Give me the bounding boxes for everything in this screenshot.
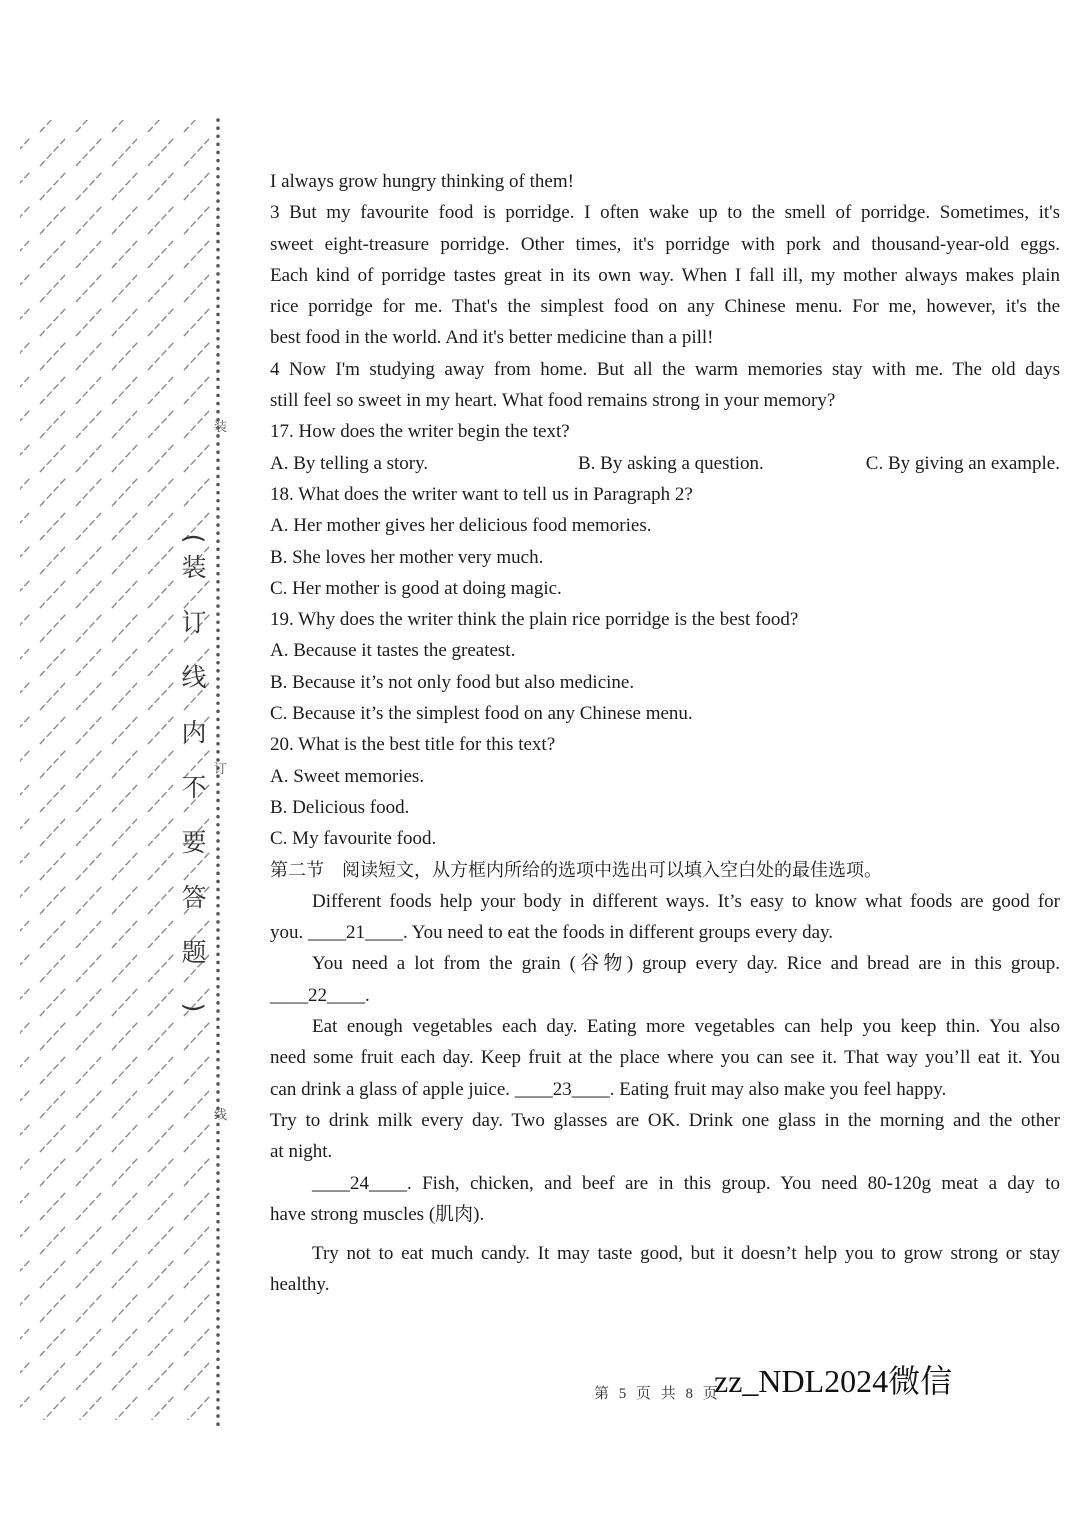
option-a[interactable]: A. By telling a story. — [270, 452, 429, 474]
passage-line: You need a lot from the grain (谷物) group every day. Rice and bread are in this group. — [312, 953, 1060, 975]
binding-mark-zhuang: 装 — [214, 419, 228, 434]
paragraph-3 — [270, 197, 1060, 353]
passage-line-blank-22: ____22____. — [270, 984, 370, 1006]
option-b[interactable]: B. Because it’s not only food but also medicine. — [270, 671, 635, 693]
passage-line: still feel so sweet in my heart. What food remains strong in your memory? — [270, 390, 836, 412]
question-options — [270, 448, 1060, 479]
binding-note-do-not-answer: ( 装 订 线 内 不 要 答 题 ) — [179, 533, 209, 1013]
passage-line: Different foods help your body in different ways. It’s easy to know what foods are good for — [312, 890, 1060, 912]
question-20 — [270, 729, 1060, 854]
option-b[interactable]: B. Delicious food. — [270, 796, 410, 818]
passage-line: at night. — [270, 1141, 333, 1163]
question-18 — [270, 479, 1060, 604]
watermark-text: zz_NDL2024微信 — [714, 1363, 953, 1399]
question-19 — [270, 604, 1060, 729]
section-heading: 第二节 阅读短文，从方框内所给的选项中选出可以填入空白处的最佳选项。 — [270, 859, 882, 881]
page-number: 第 5 页 共 8 页 — [594, 1386, 721, 1402]
question-17 — [270, 416, 1060, 479]
option-c[interactable]: C. My favourite food. — [270, 828, 437, 850]
passage-line: I always grow hungry thinking of them! — [270, 171, 574, 192]
passage-line: have strong muscles (肌肉). — [270, 1203, 485, 1225]
binding-mark-ding: 订 — [214, 761, 228, 776]
option-a[interactable]: A. Sweet memories. — [270, 765, 425, 787]
passage-line: healthy. — [270, 1274, 330, 1296]
passage-line: Try not to eat much candy. It may taste good, but it doesn’t help you to grow strong or stay — [312, 1243, 1060, 1265]
passage-line: Eat enough vegetables each day. Eating more vegetables can help you keep thin. You also — [312, 1016, 1060, 1038]
question-stem: 18. What does the writer want to tell us in Paragraph 2? — [270, 483, 693, 505]
option-c[interactable]: C. Because it’s the simplest food on any Chinese menu. — [270, 703, 693, 725]
option-c[interactable]: C. Her mother is good at doing magic. — [270, 577, 562, 599]
exam-page-content — [270, 166, 1060, 1301]
section-2 — [270, 855, 1060, 1301]
option-c[interactable]: C. By giving an example. — [865, 452, 1060, 474]
question-stem: 20. What is the best title for this text? — [270, 734, 556, 756]
option-b[interactable]: B. She loves her mother very much. — [270, 546, 544, 568]
question-stem: 19. Why does the writer think the plain rice porridge is the best food? — [270, 609, 799, 631]
passage-line: Each kind of porridge tastes great in its own way. When I fall ill, my mother always makes plain — [270, 264, 1060, 286]
passage-line-blank-23: can drink a glass of apple juice. ____23____. Eating fruit may also make you feel happy. — [270, 1078, 947, 1100]
binding-mark-xian: 线 — [214, 1107, 228, 1122]
passage-line: sweet eight-treasure porridge. Other times, it's porridge with pork and thousand-year-old eggs. — [270, 233, 1060, 255]
passage-line: need some fruit each day. Keep fruit at the place where you can see it. That way you’ll eat it. You — [270, 1047, 1060, 1069]
passage-line-blank-24: ____24____. Fish, chicken, and beef are in this group. You need 80-120g meat a day to — [312, 1172, 1060, 1194]
paragraph-4 — [270, 354, 1060, 417]
question-stem: 17. How does the writer begin the text? — [270, 421, 570, 443]
passage-line: 3 But my favourite food is porridge. I often wake up to the smell of porridge. Sometimes, it's — [270, 202, 1060, 224]
passage-line: 4 Now I'm studying away from home. But all the warm memories stay with me. The old days — [270, 358, 1060, 380]
passage-line: Try to drink milk every day. Two glasses are OK. Drink one glass in the morning and the other — [270, 1109, 1060, 1131]
option-a[interactable]: A. Her mother gives her delicious food memories. — [270, 515, 652, 537]
passage-line: rice porridge for me. That's the simplest food on any Chinese menu. For me, however, it's the — [270, 296, 1060, 318]
passage-line-blank-21: you. ____21____. You need to eat the foods in different groups every day. — [270, 922, 834, 944]
option-a[interactable]: A. Because it tastes the greatest. — [270, 640, 516, 662]
option-b[interactable]: B. By asking a question. — [578, 452, 764, 474]
passage-line: best food in the world. And it's better medicine than a pill! — [270, 327, 714, 349]
